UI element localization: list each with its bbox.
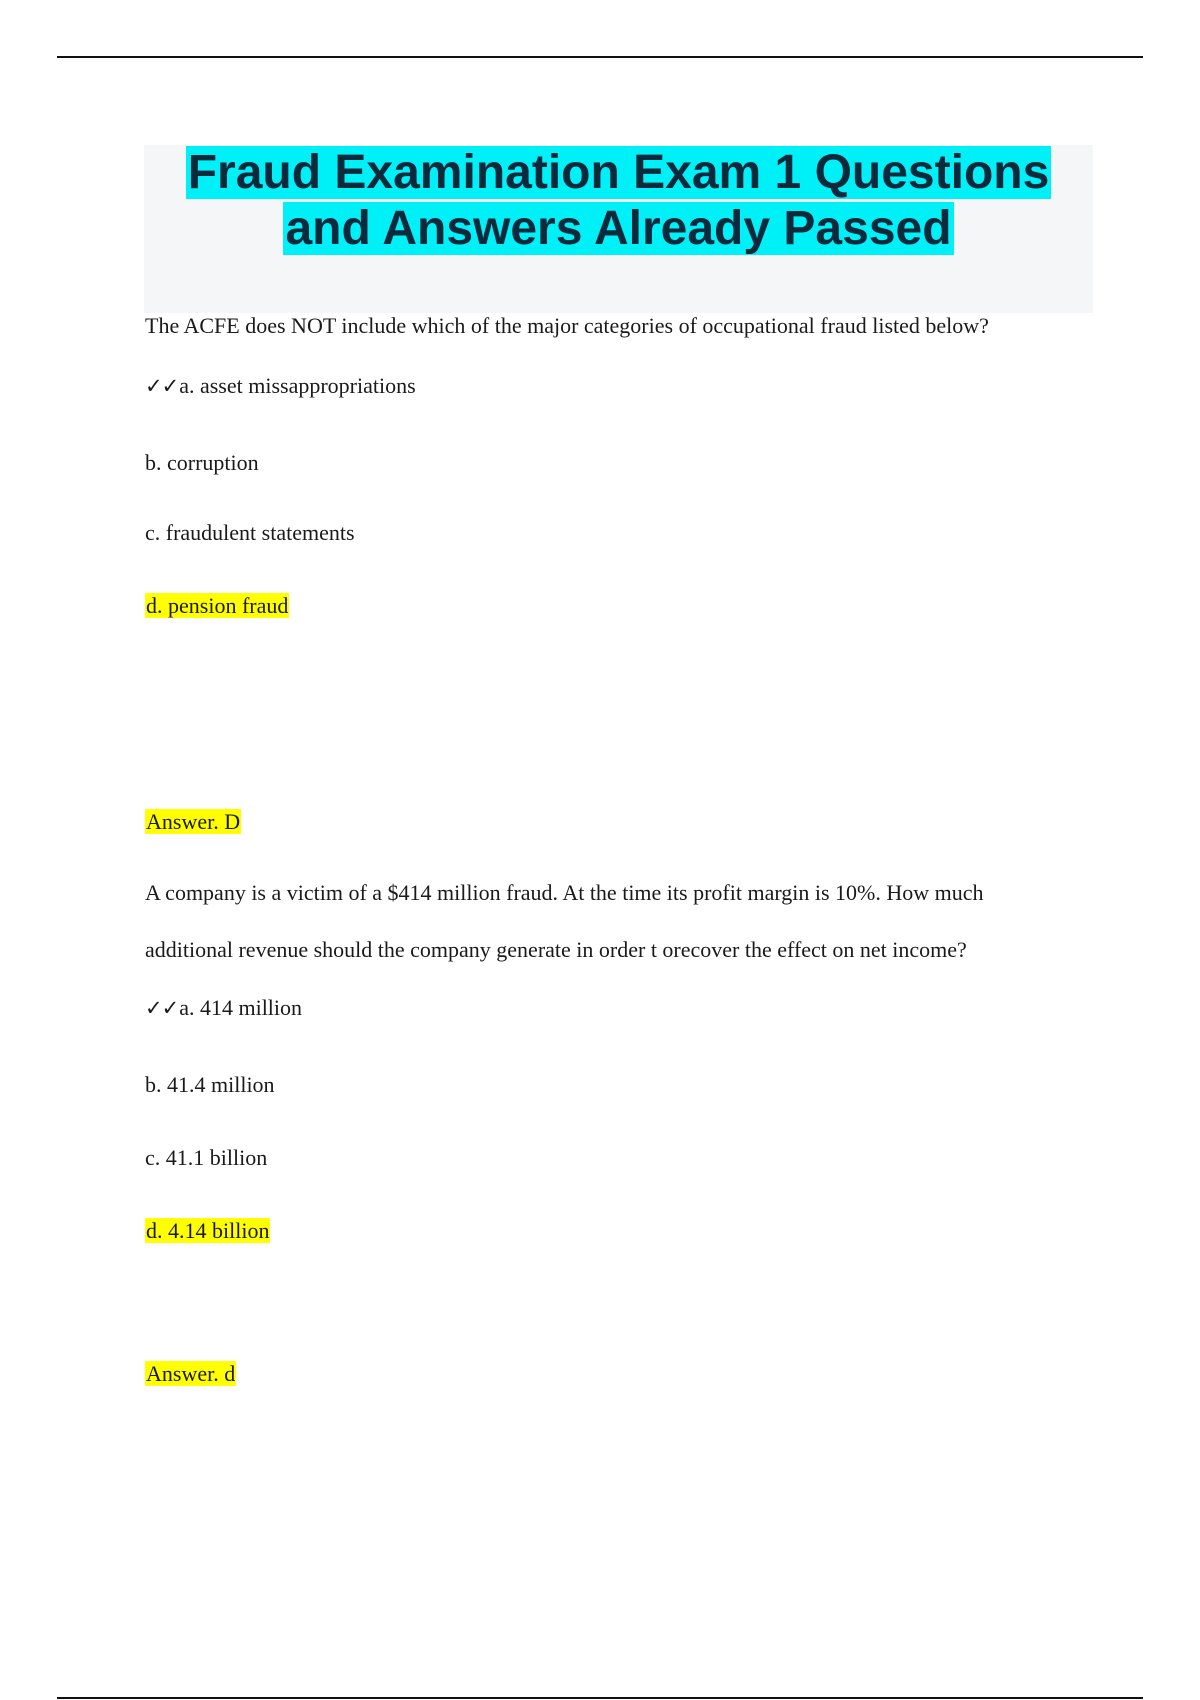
question-2-text-line-2: additional revenue should the company generate in order t orecover the effect on net income?: [145, 937, 967, 962]
title-line-2: and Answers Already Passed: [285, 202, 952, 255]
bottom-rule: [57, 1697, 1143, 1699]
double-check-icon: ✓✓: [145, 374, 179, 398]
option-label: a. 414 million: [179, 995, 303, 1020]
highlighted-option: d. 4.14 billion: [146, 1218, 270, 1243]
question-2-option-b: b. 41.4 million: [145, 1072, 275, 1097]
question-2-answer: [145, 1359, 236, 1389]
question-1-option-b: b. corruption: [145, 450, 259, 475]
page-title: [144, 145, 1093, 257]
question-1-option-a: [145, 371, 416, 401]
question-1-text: The ACFE does NOT include which of the major categories of occupational fraud listed below?: [145, 313, 989, 338]
title-line-1: Fraud Examination Exam 1 Questions: [187, 146, 1050, 199]
highlighted-option: d. pension fraud: [146, 593, 289, 618]
question-1-option-c: c. fraudulent statements: [145, 520, 355, 545]
answer-label: Answer. d: [146, 1361, 236, 1386]
question-1-answer: [145, 807, 241, 837]
top-rule: [57, 56, 1143, 58]
double-check-icon: ✓✓: [145, 996, 179, 1020]
title-block: [144, 145, 1093, 313]
question-2-text-line-1: A company is a victim of a $414 million fraud. At the time its profit margin is 10%. How much: [145, 880, 984, 905]
question-2-option-a: [145, 993, 302, 1023]
question-2-option-c: c. 41.1 billion: [145, 1145, 268, 1170]
question-1-option-d: [145, 591, 289, 621]
question-2-option-d: [145, 1216, 270, 1246]
option-label: a. asset missappropriations: [179, 373, 416, 398]
answer-label: Answer. D: [146, 809, 241, 834]
